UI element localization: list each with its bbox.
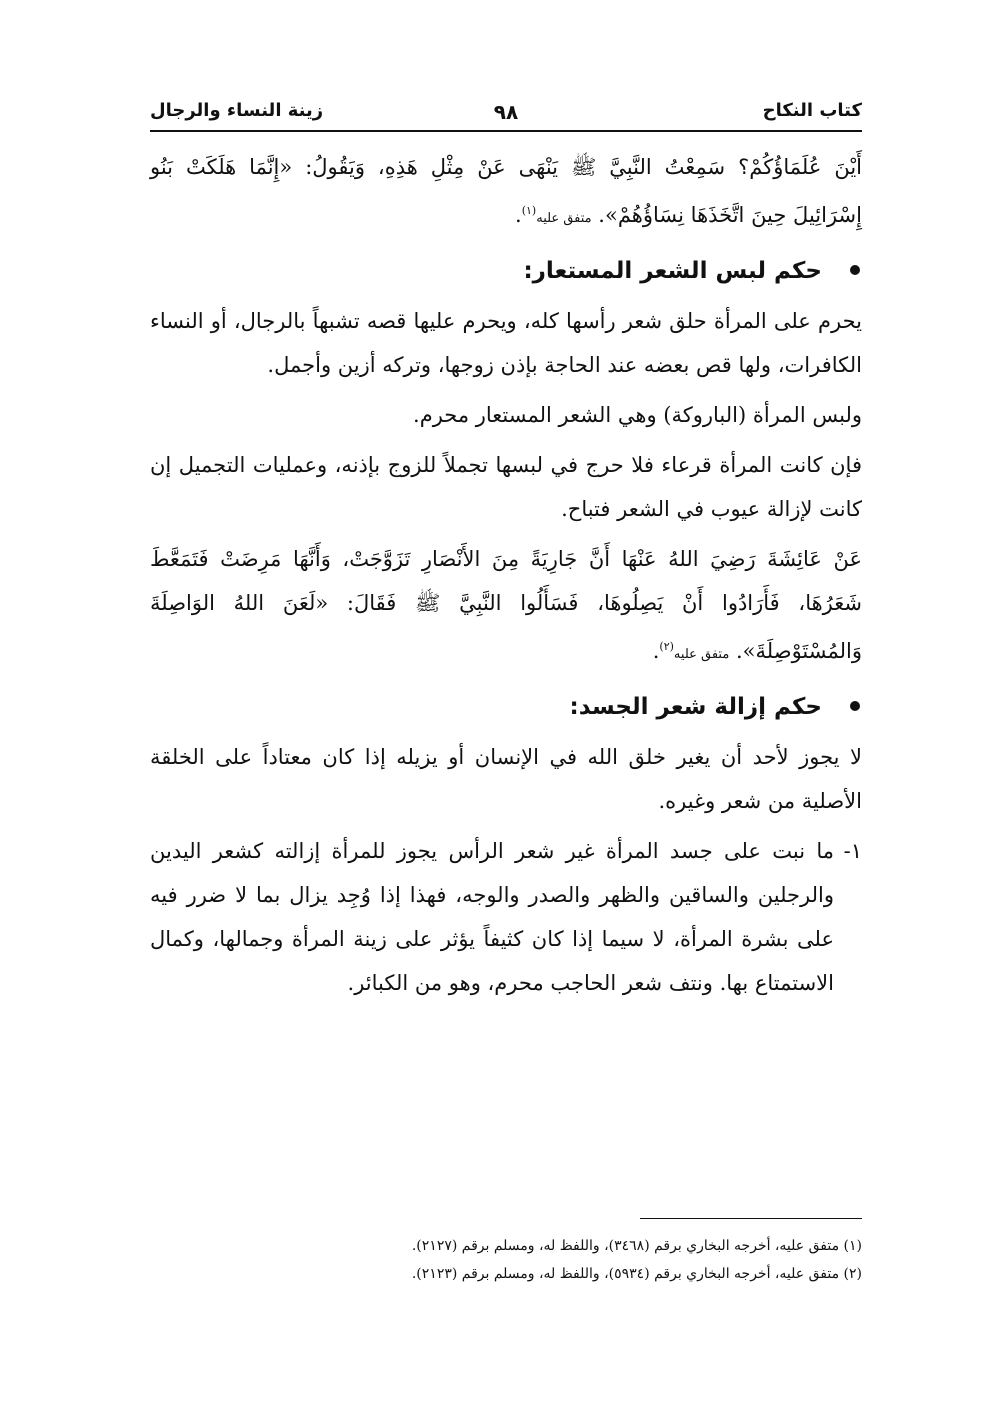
numbered-item-1 — [150, 829, 862, 1005]
sentence-end: . — [515, 203, 522, 227]
bullet-icon — [850, 701, 860, 711]
paragraph: يحرم على المرأة حلق شعر رأسها كله، ويحرم عليها قصه تشبهاً بالرجال، أو النساء الكافرات، ولها قص بعضه عند الحاجة بإذن زوجها، وتركه أزين وأجمل. — [150, 309, 862, 377]
footnote-divider — [640, 1218, 862, 1219]
hadith-continuation — [150, 145, 862, 241]
hadith-paragraph — [150, 537, 862, 677]
footnote-ref-2[interactable]: (٢) — [659, 640, 674, 653]
footnote-2: (٢) متفق عليه، أخرجه البخاري برقم (٥٩٣٤)، واللفظ له، ومسلم برقم (٢١٢٣). — [411, 1266, 862, 1282]
footnote-ref-1[interactable]: (١) — [521, 204, 537, 217]
heading-text: حكم إزالة شعر الجسد: — [569, 694, 822, 720]
hadith-source-tag: متفق عليه — [673, 647, 730, 662]
chapter-title: زينة النساء والرجال — [150, 100, 324, 121]
sentence-end: . — [652, 639, 660, 663]
hadith-source-tag: متفق عليه — [536, 211, 592, 226]
footnote-1: (١) متفق عليه، أخرجه البخاري برقم (٣٤٦٨)، واللفظ له، ومسلم برقم (٢١٢٧). — [411, 1238, 862, 1254]
page-number: ٩٨ — [493, 100, 519, 124]
paragraph: ولبس المرأة (الباروكة) وهي الشعر المستعار محرم. — [413, 403, 862, 427]
paragraph: فإن كانت المرأة قرعاء فلا حرج في لبسها تجملاً للزوج بإذنه، وعمليات التجميل إن كانت لإزالة عيوب في الشعر فتباح. — [150, 453, 862, 521]
section-heading-wig — [150, 249, 862, 293]
footnotes — [150, 1232, 862, 1288]
section-heading-body-hair — [150, 685, 862, 729]
header-divider — [150, 130, 862, 132]
item-number: ١- — [843, 839, 862, 863]
book-title: كتاب النكاح — [762, 100, 862, 121]
page-header — [150, 100, 862, 130]
item-text: ما نبت على جسد المرأة غير شعر الرأس يجوز للمرأة إزالته كشعر اليدين والرجلين والساقين والظهر والصدر والوجه، فهذا إذا وُجِد يزال بما لا ضرر فيه على بشرة المرأة، لا سيما إذا كان كثيفاً يؤثر على زينة المرأة وجمالها، وكمال الاستمتاع بها. ونتف شعر الحاجب محرم، وهو من الكبائر. — [150, 839, 834, 995]
hadith-text: عَنْ عَائِشَةَ رَضِيَ اللهُ عَنْهَا أَنَّ جَارِيَةً مِنَ الأَنْصَارِ تَزَوَّجَتْ، وَأَنَّهَا مَرِضَتْ فَتَمَعَّطَ شَعَرُهَا، فَأَرَادُوا أَنْ يَصِلُوهَا، فَسَأَلُوا النَّبِيَّ ﷺ فَقَالَ: «لَعَنَ اللهُ الوَاصِلَةَ وَالمُسْتَوْصِلَةَ». — [150, 547, 862, 663]
hadith-text: أَيْنَ عُلَمَاؤُكُمْ؟ سَمِعْتُ النَّبِيَّ ﷺ يَنْهَى عَنْ مِثْلِ هَذِهِ، وَيَقُولُ: «إِنَّمَا هَلَكَتْ بَنُو إِسْرَائِيلَ حِينَ اتَّخَذَهَا نِسَاؤُهُمْ». — [150, 155, 862, 227]
heading-text: حكم لبس الشعر المستعار: — [523, 258, 822, 284]
bullet-icon — [850, 265, 860, 275]
paragraph: لا يجوز لأحد أن يغير خلق الله في الإنسان أو يزيله إذا كان معتاداً على الخلقة الأصلية من شعر وغيره. — [150, 745, 862, 813]
page-body — [150, 145, 862, 1011]
